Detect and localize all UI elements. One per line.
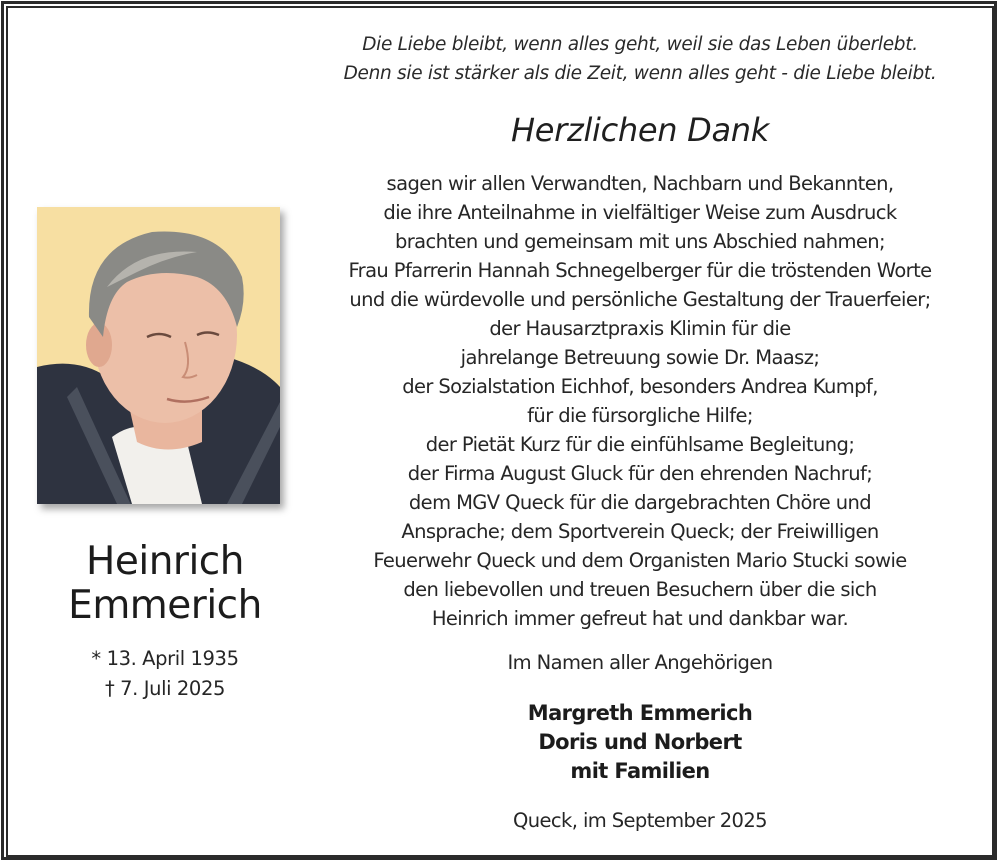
body-line: jahrelange Betreuung sowie Dr. Maasz; bbox=[460, 346, 820, 369]
motto-line: Denn sie ist stärker als die Zeit, wenn alles geht - die Liebe bleibt. bbox=[343, 63, 937, 84]
on-behalf-text: Im Namen aller Angehörigen bbox=[507, 651, 773, 674]
body-line: sagen wir allen Verwandten, Nachbarn und Bekannten, bbox=[386, 172, 894, 195]
page-title: Herzlichen Dank bbox=[510, 111, 770, 149]
body-line: den liebevollen und treuen Besuchern über die sich bbox=[403, 578, 877, 601]
last-name: Emmerich bbox=[68, 583, 262, 628]
signers-block bbox=[300, 699, 980, 786]
place-date: Queck, im September 2025 bbox=[513, 809, 767, 832]
motto-quote bbox=[300, 30, 980, 88]
body-line: Feuerwehr Queck und dem Organisten Mario Stucki sowie bbox=[373, 549, 907, 572]
body-line: der Hausarztpraxis Klimin für die bbox=[489, 317, 791, 340]
body-line: und die würdevolle und persönliche Gestaltung der Trauerfeier; bbox=[349, 288, 931, 311]
thanks-body bbox=[300, 169, 980, 633]
body-line: Ansprache; dem Sportverein Queck; der Freiwilligen bbox=[401, 520, 879, 543]
signer-line: mit Familien bbox=[570, 759, 710, 783]
body-line: der Firma August Gluck für den ehrenden Nachruf; bbox=[407, 462, 873, 485]
birth-date: * 13. April 1935 bbox=[91, 647, 239, 670]
signer-line: Doris und Norbert bbox=[538, 730, 742, 754]
first-name: Heinrich bbox=[86, 539, 244, 584]
body-line: der Sozialstation Eichhof, besonders Andrea Kumpf, bbox=[402, 375, 878, 398]
deceased-name bbox=[20, 540, 310, 628]
life-dates bbox=[20, 644, 310, 704]
portrait-illustration-icon bbox=[37, 207, 280, 504]
death-date: † 7. Juli 2025 bbox=[105, 677, 225, 700]
body-line: dem MGV Queck für die dargebrachten Chöre und bbox=[408, 491, 872, 514]
body-line: für die fürsorgliche Hilfe; bbox=[527, 404, 753, 427]
motto-line: Die Liebe bleibt, wenn alles geht, weil sie das Leben überlebt. bbox=[362, 34, 918, 55]
body-line: Heinrich immer gefreut hat und dankbar war. bbox=[431, 607, 849, 630]
body-line: brachten und gemeinsam mit uns Abschied nahmen; bbox=[394, 230, 886, 253]
body-line: die ihre Anteilnahme in vielfältiger Weise zum Ausdruck bbox=[383, 201, 897, 224]
portrait-photo bbox=[37, 207, 280, 504]
body-line: der Pietät Kurz für die einfühlsame Begleitung; bbox=[425, 433, 855, 456]
body-line: Frau Pfarrerin Hannah Schnegelberger für die tröstenden Worte bbox=[348, 259, 932, 282]
signer-line: Margreth Emmerich bbox=[527, 701, 753, 725]
